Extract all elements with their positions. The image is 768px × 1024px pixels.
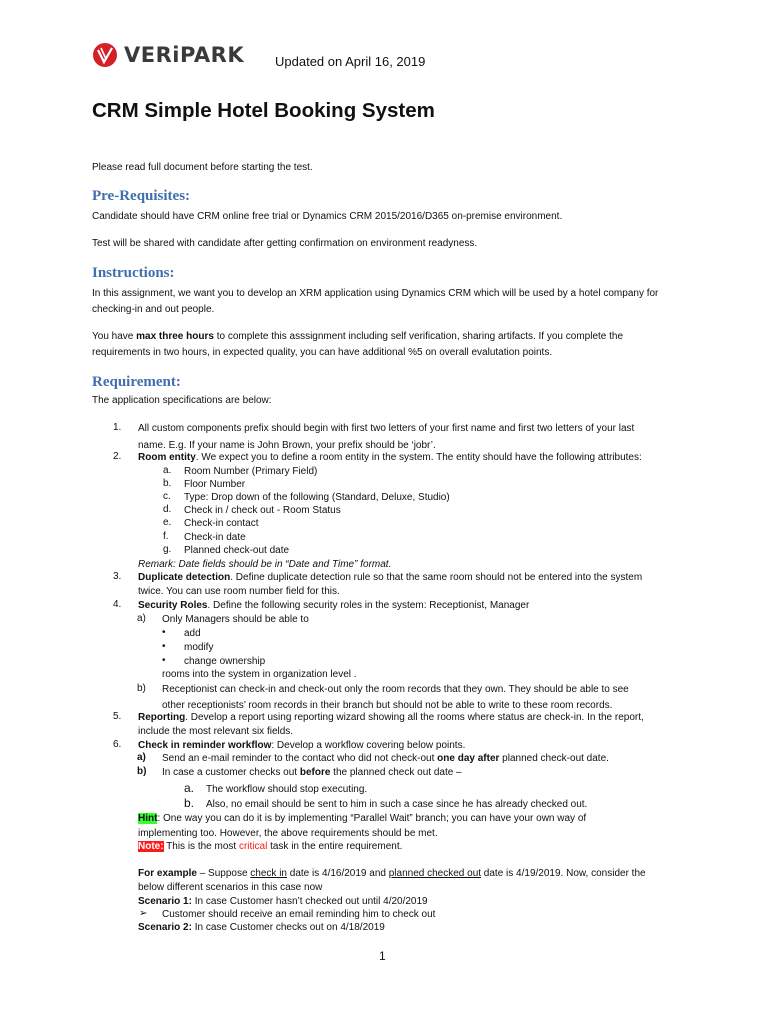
requirement-intro: The application specifications are below: — [92, 395, 272, 406]
list-item: Check in / check out - Room Status — [184, 505, 341, 516]
intro-text: Please read full document before starting the test. — [92, 162, 313, 173]
hint-text: Hint: One way you can do it is by implementing “Parallel Wait” branch; you can have your own way of implementing too. However, the above requirements should be met. — [138, 813, 587, 839]
list-item: Room Number (Primary Field) — [184, 466, 318, 477]
list-item-label: a. — [184, 781, 195, 795]
list-number: 5. — [113, 711, 122, 722]
list-item-label: b. — [184, 796, 195, 810]
list-number: 3. — [113, 571, 122, 582]
list-item: d. — [163, 504, 172, 515]
example-text: For example – Suppose check in date is 4/16/2019 and planned checked out date is 4/19/2019. Now, consider the below different scenarios in this case now — [138, 868, 646, 893]
list-number: 2. — [113, 451, 122, 462]
requirement-heading: Requirement: — [92, 374, 181, 390]
list-item: Send an e-mail reminder to the contact who did not check-out one day after planned check-out date. — [162, 753, 609, 764]
requirement-item-2: Room entity. We expect you to define a room entity in the system. The entity should have the following attributes: — [138, 452, 642, 463]
list-number: 4. — [113, 599, 122, 610]
document-title: CRM Simple Hotel Booking System — [92, 99, 435, 122]
remark-text: Remark: Date fields should be in “Date and Time” format. — [138, 559, 392, 570]
list-item: Check-in contact — [184, 518, 259, 529]
requirement-item-1: All custom components prefix should begin with first two letters of your first name and first two letters of your last name. E.g. If your name is John Brown, your prefix should be ‘jobr’. — [138, 423, 635, 451]
note-label: Note: — [138, 841, 164, 852]
list-item-label: b) — [137, 683, 146, 694]
list-item: change ownership — [184, 656, 266, 667]
list-item: rooms into the system in organization level . — [162, 669, 357, 680]
requirement-item-4: Security Roles. Define the following security roles in the system: Receptionist, Manager — [138, 600, 530, 611]
list-item: Floor Number — [184, 479, 246, 490]
requirement-item-5: Reporting. Develop a report using reporting wizard showing all the rooms where status are check-in. In the report, include the most relevant six fields. — [138, 712, 644, 737]
requirement-item-6: Check in reminder workflow: Develop a workflow covering below points. — [138, 740, 466, 751]
list-item: Type: Drop down of the following (Standard, Deluxe, Studio) — [184, 492, 450, 503]
instructions-heading: Instructions: — [92, 265, 175, 281]
list-number: 6. — [113, 739, 122, 750]
list-item: e. — [163, 517, 172, 528]
list-item: Check-in date — [184, 532, 246, 543]
updated-date: Updated on April 16, 2019 — [275, 54, 426, 69]
prereq-heading: Pre-Requisites: — [92, 188, 191, 204]
list-item: g. — [163, 544, 172, 555]
list-number: 1. — [113, 422, 122, 433]
page-number: 1 — [379, 949, 386, 963]
prereq-line-2: Test will be shared with candidate after getting confirmation on environment readyness. — [92, 238, 478, 249]
scenario-1-followup: Customer should receive an email reminding him to check out — [162, 909, 436, 920]
list-item-label: b) — [137, 766, 147, 777]
arrow-bullet-icon: ➢ — [139, 908, 148, 919]
logo-text: VERiPARK — [124, 43, 245, 67]
instructions-paragraph-1: In this assignment, we want you to develop an XRM application using Dynamics CRM which will be used by a hotel company for checking-in and out people. — [92, 288, 659, 315]
list-item: Planned check-out date — [184, 545, 290, 556]
requirement-item-3: Duplicate detection. Define duplicate detection rule so that the same room should not be entered into the system twice. You can use room number field for this. — [138, 572, 643, 597]
hint-label: Hint — [138, 813, 158, 824]
instructions-paragraph-2: You have max three hours to complete this asssignment including self verification, sharing artifacts. If you complete the requirements in two hours, in expected quality, you can have additional %5 on overall evalutation points. — [92, 331, 624, 358]
list-item: Also, no email should be sent to him in such a case since he has already checked out. — [206, 799, 588, 810]
bullet-icon: • — [162, 627, 166, 638]
list-item: The workflow should stop executing. — [206, 784, 368, 795]
list-item: modify — [184, 642, 214, 653]
note-text: Note: This is the most critical task in the entire requirement. — [138, 841, 403, 852]
list-item: Receptionist can check-in and check-out only the room records that they own. They should be able to see other receptionists’ room records in their branch but should not be able to write to these room records. — [162, 684, 629, 711]
veripark-logo-icon — [92, 42, 118, 68]
prereq-line-1: Candidate should have CRM online free trial or Dynamics CRM 2015/2016/D365 on-premise environment. — [92, 211, 563, 222]
scenario-2: Scenario 2: In case Customer checks out on 4/18/2019 — [138, 922, 385, 933]
list-item-label: a) — [137, 613, 146, 624]
bullet-icon: • — [162, 641, 166, 652]
list-item: add — [184, 628, 201, 639]
bullet-icon: • — [162, 655, 166, 666]
list-item: Only Managers should be able to — [162, 614, 309, 625]
list-item: f. — [163, 531, 169, 542]
list-item: In case a customer checks out before the planned check out date – — [162, 767, 462, 778]
company-logo — [92, 42, 244, 68]
list-item: b. — [163, 478, 172, 489]
list-item-label: a) — [137, 752, 146, 763]
list-item: c. — [163, 491, 171, 502]
scenario-1: Scenario 1: In case Customer hasn’t checked out until 4/20/2019 — [138, 896, 428, 907]
list-item: a. — [163, 465, 172, 476]
